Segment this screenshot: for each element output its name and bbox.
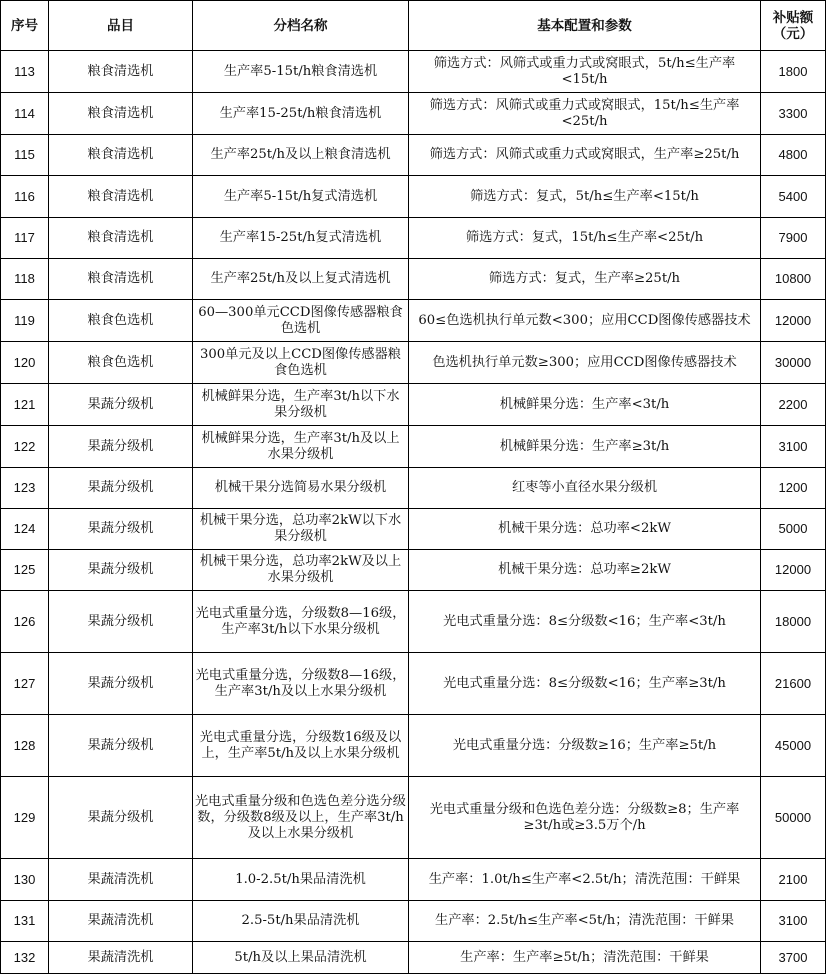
- cell-category: 果蔬分级机: [49, 550, 193, 591]
- table-row: [1, 901, 826, 942]
- cell-subsidy: 5400: [761, 176, 826, 218]
- cell-subsidy: 50000: [761, 777, 826, 859]
- cell-index: 127: [1, 653, 49, 715]
- cell-config: 筛选方式：风筛式或重力式或窝眼式，5t/h≤生产率<15t/h: [409, 51, 761, 93]
- cell-index: 113: [1, 51, 49, 93]
- cell-config: 生产率：1.0t/h≤生产率<2.5t/h；清洗范围：干鲜果: [409, 859, 761, 901]
- table-row: [1, 777, 826, 859]
- cell-subsidy: 12000: [761, 300, 826, 342]
- cell-subsidy: 1200: [761, 468, 826, 509]
- table-row: [1, 715, 826, 777]
- cell-tier: 生产率15-25t/h粮食清选机: [193, 93, 409, 135]
- cell-config: 机械鲜果分选：生产率<3t/h: [409, 384, 761, 426]
- table-row: [1, 51, 826, 93]
- cell-config: 光电式重量分选：8≤分级数<16；生产率≥3t/h: [409, 653, 761, 715]
- cell-tier: 生产率25t/h及以上复式清选机: [193, 259, 409, 300]
- cell-config: 机械干果分选：总功率≥2kW: [409, 550, 761, 591]
- cell-subsidy: 10800: [761, 259, 826, 300]
- cell-config: 机械干果分选：总功率<2kW: [409, 509, 761, 550]
- cell-category: 果蔬分级机: [49, 777, 193, 859]
- cell-category: 果蔬清洗机: [49, 901, 193, 942]
- cell-config: 色选机执行单元数≥300；应用CCD图像传感器技术: [409, 342, 761, 384]
- cell-config: 筛选方式：复式，15t/h≤生产率<25t/h: [409, 218, 761, 259]
- cell-index: 124: [1, 509, 49, 550]
- table-row: [1, 259, 826, 300]
- cell-config: 生产率：生产率≥5t/h；清洗范围：干鲜果: [409, 942, 761, 974]
- table-row: [1, 859, 826, 901]
- table-row: [1, 509, 826, 550]
- header-row: [1, 1, 826, 51]
- cell-index: 123: [1, 468, 49, 509]
- table-row: [1, 468, 826, 509]
- cell-category: 果蔬分级机: [49, 426, 193, 468]
- cell-subsidy: 7900: [761, 218, 826, 259]
- cell-index: 117: [1, 218, 49, 259]
- cell-config: 筛选方式：复式，生产率≥25t/h: [409, 259, 761, 300]
- cell-config: 60≤色选机执行单元数<300；应用CCD图像传感器技术: [409, 300, 761, 342]
- header-subsidy: 补贴额（元）: [761, 1, 826, 51]
- cell-category: 粮食清选机: [49, 135, 193, 176]
- cell-tier: 生产率5-15t/h粮食清选机: [193, 51, 409, 93]
- cell-category: 果蔬分级机: [49, 384, 193, 426]
- cell-tier: 机械鲜果分选，生产率3t/h以下水果分级机: [193, 384, 409, 426]
- table-body: [1, 51, 826, 974]
- cell-subsidy: 3300: [761, 93, 826, 135]
- cell-tier: 光电式重量分级和色选色差分选分级数，分级数8级及以上，生产率3t/h及以上水果分级机: [193, 777, 409, 859]
- cell-tier: 机械干果分选，总功率2kW以下水果分级机: [193, 509, 409, 550]
- cell-index: 119: [1, 300, 49, 342]
- cell-index: 118: [1, 259, 49, 300]
- table-row: [1, 384, 826, 426]
- cell-category: 粮食清选机: [49, 176, 193, 218]
- cell-tier: 2.5-5t/h果品清洗机: [193, 901, 409, 942]
- cell-config: 红枣等小直径水果分级机: [409, 468, 761, 509]
- table-row: [1, 342, 826, 384]
- cell-subsidy: 45000: [761, 715, 826, 777]
- cell-tier: 机械干果分选简易水果分级机: [193, 468, 409, 509]
- cell-index: 132: [1, 942, 49, 974]
- cell-category: 果蔬清洗机: [49, 942, 193, 974]
- cell-tier: 5t/h及以上果品清洗机: [193, 942, 409, 974]
- cell-category: 粮食清选机: [49, 218, 193, 259]
- cell-subsidy: 30000: [761, 342, 826, 384]
- table-row: [1, 218, 826, 259]
- cell-category: 果蔬清洗机: [49, 859, 193, 901]
- cell-subsidy: 2200: [761, 384, 826, 426]
- cell-index: 116: [1, 176, 49, 218]
- cell-tier: 光电式重量分选，分级数16级及以上，生产率5t/h及以上水果分级机: [193, 715, 409, 777]
- table-row: [1, 942, 826, 974]
- cell-category: 粮食清选机: [49, 259, 193, 300]
- cell-subsidy: 1800: [761, 51, 826, 93]
- header-config: 基本配置和参数: [409, 1, 761, 51]
- cell-config: 光电式重量分级和色选色差分选：分级数≥8；生产率≥3t/h或≥3.5万个/h: [409, 777, 761, 859]
- header-tier: 分档名称: [193, 1, 409, 51]
- header-category: 品目: [49, 1, 193, 51]
- cell-tier: 生产率5-15t/h复式清选机: [193, 176, 409, 218]
- cell-index: 130: [1, 859, 49, 901]
- cell-index: 128: [1, 715, 49, 777]
- cell-category: 果蔬分级机: [49, 715, 193, 777]
- cell-tier: 300单元及以上CCD图像传感器粮食色选机: [193, 342, 409, 384]
- cell-category: 果蔬分级机: [49, 509, 193, 550]
- cell-category: 粮食清选机: [49, 51, 193, 93]
- cell-tier: 60—300单元CCD图像传感器粮食色选机: [193, 300, 409, 342]
- cell-config: 光电式重量分选：8≤分级数<16；生产率<3t/h: [409, 591, 761, 653]
- cell-subsidy: 21600: [761, 653, 826, 715]
- cell-index: 114: [1, 93, 49, 135]
- cell-category: 果蔬分级机: [49, 468, 193, 509]
- table-row: [1, 426, 826, 468]
- cell-subsidy: 5000: [761, 509, 826, 550]
- cell-category: 粮食色选机: [49, 342, 193, 384]
- cell-subsidy: 4800: [761, 135, 826, 176]
- cell-index: 126: [1, 591, 49, 653]
- cell-category: 粮食清选机: [49, 93, 193, 135]
- cell-index: 131: [1, 901, 49, 942]
- cell-tier: 1.0-2.5t/h果品清洗机: [193, 859, 409, 901]
- cell-tier: 机械干果分选，总功率2kW及以上水果分级机: [193, 550, 409, 591]
- cell-index: 120: [1, 342, 49, 384]
- cell-subsidy: 12000: [761, 550, 826, 591]
- cell-config: 筛选方式：复式，5t/h≤生产率<15t/h: [409, 176, 761, 218]
- cell-config: 筛选方式：风筛式或重力式或窝眼式，生产率≥25t/h: [409, 135, 761, 176]
- table-row: [1, 135, 826, 176]
- cell-config: 生产率：2.5t/h≤生产率<5t/h；清洗范围：干鲜果: [409, 901, 761, 942]
- cell-category: 果蔬分级机: [49, 653, 193, 715]
- cell-category: 果蔬分级机: [49, 591, 193, 653]
- cell-config: 筛选方式：风筛式或重力式或窝眼式，15t/h≤生产率<25t/h: [409, 93, 761, 135]
- cell-tier: 生产率25t/h及以上粮食清选机: [193, 135, 409, 176]
- table-row: [1, 653, 826, 715]
- table-row: [1, 591, 826, 653]
- cell-config: 机械鲜果分选：生产率≥3t/h: [409, 426, 761, 468]
- cell-tier: 生产率15-25t/h复式清选机: [193, 218, 409, 259]
- cell-subsidy: 2100: [761, 859, 826, 901]
- cell-index: 125: [1, 550, 49, 591]
- cell-tier: 光电式重量分选，分级数8—16级，生产率3t/h及以上水果分级机: [193, 653, 409, 715]
- cell-category: 粮食色选机: [49, 300, 193, 342]
- table-row: [1, 176, 826, 218]
- table-row: [1, 93, 826, 135]
- cell-index: 129: [1, 777, 49, 859]
- cell-subsidy: 3100: [761, 426, 826, 468]
- header-index: 序号: [1, 1, 49, 51]
- cell-index: 121: [1, 384, 49, 426]
- cell-subsidy: 18000: [761, 591, 826, 653]
- cell-tier: 机械鲜果分选，生产率3t/h及以上水果分级机: [193, 426, 409, 468]
- cell-subsidy: 3700: [761, 942, 826, 974]
- cell-subsidy: 3100: [761, 901, 826, 942]
- cell-tier: 光电式重量分选，分级数8—16级，生产率3t/h以下水果分级机: [193, 591, 409, 653]
- cell-index: 122: [1, 426, 49, 468]
- cell-config: 光电式重量分选：分级数≥16；生产率≥5t/h: [409, 715, 761, 777]
- table-row: [1, 300, 826, 342]
- cell-index: 115: [1, 135, 49, 176]
- table-row: [1, 550, 826, 591]
